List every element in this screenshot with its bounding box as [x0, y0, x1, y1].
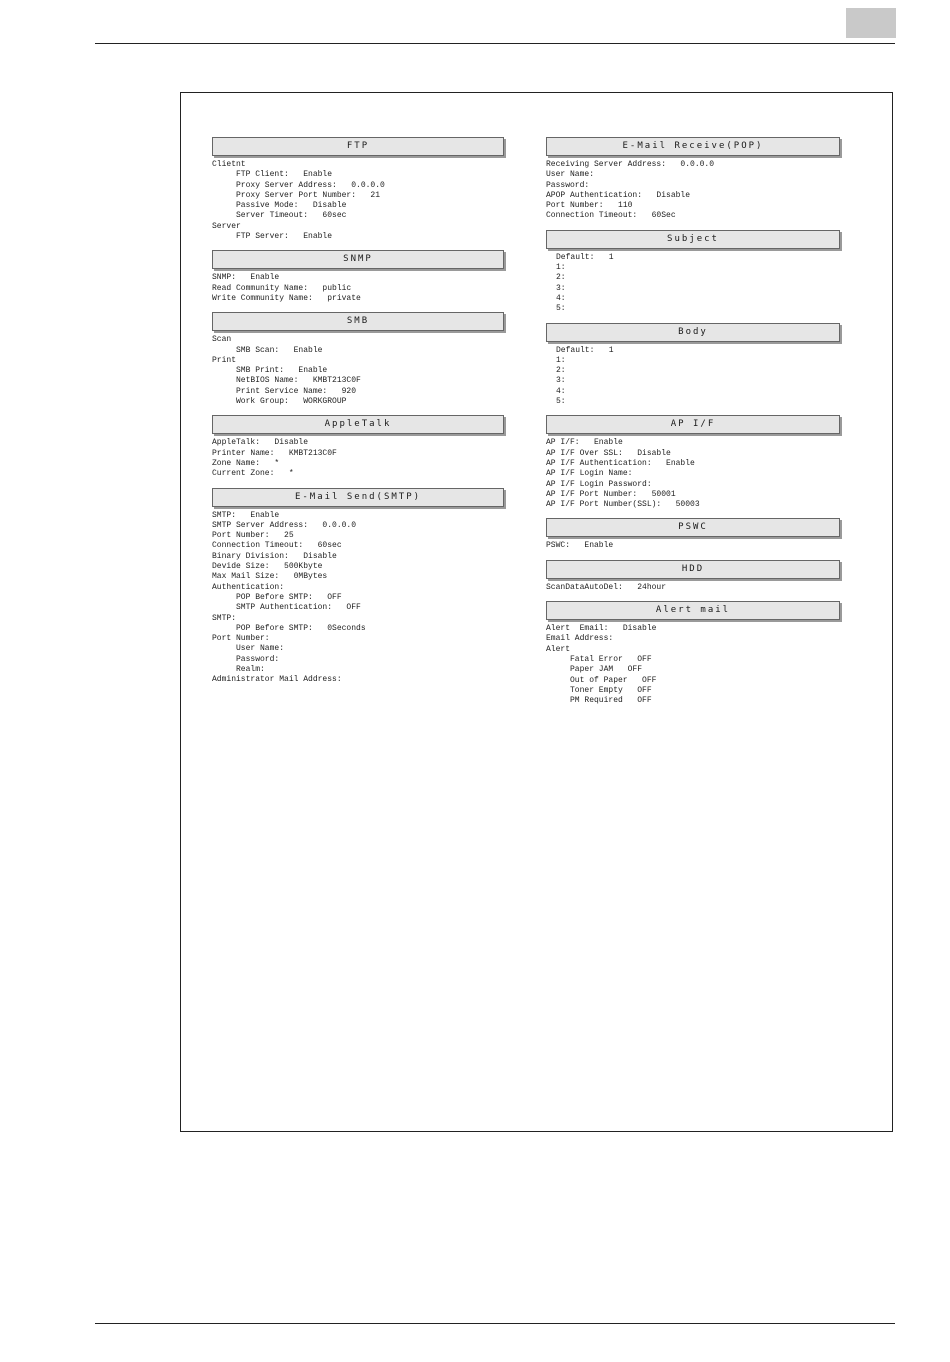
left-column	[212, 137, 504, 694]
setting-line: SMTP:	[212, 613, 237, 623]
section-ftp	[212, 137, 504, 242]
setting-line: Out of Paper OFF	[570, 675, 657, 685]
setting-line: Proxy Server Port Number: 21	[236, 190, 381, 200]
setting-line: AP I/F Over SSL: Disable	[546, 448, 671, 458]
setting-line: AP I/F: Enable	[546, 438, 623, 448]
section-smb	[212, 312, 504, 407]
setting-line: SMB Print: Enable	[236, 366, 328, 376]
setting-line: SMB Scan: Enable	[236, 345, 323, 355]
setting-line: Work Group: WORKGROUP	[236, 397, 347, 407]
setting-line: Passive Mode: Disable	[236, 201, 347, 211]
setting-line: Max Mail Size: 0MBytes	[212, 572, 328, 582]
section-subject	[546, 230, 840, 315]
setting-line: Password:	[236, 654, 280, 664]
section-title: AP I/F	[546, 415, 840, 434]
setting-line: ScanDataAutoDel: 24hour	[546, 582, 667, 592]
setting-line: Email Address:	[546, 634, 614, 644]
setting-line: Authentication:	[212, 582, 285, 592]
section-e-mail-receive-pop	[546, 137, 840, 222]
setting-line: PM Required OFF	[570, 696, 652, 706]
setting-line: Administrator Mail Address:	[212, 675, 342, 685]
setting-line: Server Timeout: 60sec	[236, 211, 347, 221]
setting-line: PSWC: Enable	[546, 541, 614, 551]
setting-line: User Name:	[236, 644, 285, 654]
setting-line: Current Zone: *	[212, 469, 294, 479]
setting-line: APOP Authentication: Disable	[546, 190, 691, 200]
setting-line: Connection Timeout: 60sec	[212, 541, 342, 551]
footer-rule	[95, 1323, 895, 1324]
setting-line: Print	[212, 355, 237, 365]
setting-line: SMTP Authentication: OFF	[236, 603, 361, 613]
setting-line: AP I/F Authentication: Enable	[546, 458, 695, 468]
setting-line: POP Before SMTP: OFF	[236, 592, 342, 602]
setting-line: Port Number: 110	[546, 201, 633, 211]
section-title: E-Mail Send(SMTP)	[212, 488, 504, 507]
setting-line: 4:	[556, 386, 566, 396]
setting-line: 1:	[556, 263, 566, 273]
setting-line: Printer Name: KMBT213C0F	[212, 448, 337, 458]
setting-line: Port Number:	[212, 634, 270, 644]
setting-line: 2:	[556, 273, 566, 283]
section-title: SMB	[212, 312, 504, 331]
setting-line: Server	[212, 221, 241, 231]
section-alert-mail	[546, 601, 840, 706]
section-appletalk	[212, 415, 504, 479]
setting-line: AP I/F Port Number(SSL): 50003	[546, 500, 700, 510]
setting-line: 4:	[556, 293, 566, 303]
setting-line: Clietnt	[212, 160, 246, 169]
section-title: PSWC	[546, 518, 840, 537]
setting-line: Connection Timeout: 60Sec	[546, 211, 676, 221]
setting-line: Password:	[546, 180, 590, 190]
setting-line: AP I/F Login Name:	[546, 469, 633, 479]
setting-line: POP Before SMTP: 0Seconds	[236, 623, 366, 633]
setting-line: Read Community Name: public	[212, 283, 352, 293]
setting-line: User Name:	[546, 170, 595, 180]
setting-line: 3:	[556, 376, 566, 386]
setting-line: NetBIOS Name: KMBT213C0F	[236, 376, 361, 386]
section-hdd	[546, 560, 840, 593]
setting-line: FTP Server: Enable	[236, 232, 333, 242]
section-title: SNMP	[212, 250, 504, 269]
setting-line: 2:	[556, 366, 566, 376]
setting-line: FTP Client: Enable	[236, 170, 333, 180]
setting-line: 5:	[556, 397, 566, 407]
right-column	[546, 137, 840, 714]
setting-line: SMTP Server Address: 0.0.0.0	[212, 520, 357, 530]
setting-line: AP I/F Port Number: 50001	[546, 489, 676, 499]
setting-line: Binary Division: Disable	[212, 551, 337, 561]
setting-line: Devide Size: 500Kbyte	[212, 562, 323, 572]
section-title: E-Mail Receive(POP)	[546, 137, 840, 156]
setting-line: Print Service Name: 920	[236, 386, 357, 396]
setting-line: SMTP: Enable	[212, 510, 280, 520]
section-snmp	[212, 250, 504, 304]
chapter-tab-box	[846, 8, 896, 38]
setting-line: 3:	[556, 283, 566, 293]
setting-line: Fatal Error OFF	[570, 654, 652, 664]
setting-line: Proxy Server Address: 0.0.0.0	[236, 180, 385, 190]
setting-line: Alert Email: Disable	[546, 624, 657, 634]
setting-line: 5:	[556, 304, 566, 314]
setting-line: SNMP: Enable	[212, 273, 280, 283]
section-pswc	[546, 518, 840, 551]
setting-line: AppleTalk: Disable	[212, 438, 309, 448]
setting-line: Receiving Server Address: 0.0.0.0	[546, 160, 715, 169]
setting-line: Zone Name: *	[212, 458, 280, 468]
setting-line: Port Number: 25	[212, 531, 294, 541]
setting-line: AP I/F Login Password:	[546, 479, 652, 489]
section-title: Body	[546, 323, 840, 342]
setting-line: Toner Empty OFF	[570, 685, 652, 695]
section-title: Alert mail	[546, 601, 840, 620]
setting-line: Scan	[212, 335, 232, 345]
section-ap-i-f	[546, 415, 840, 510]
setting-line: 1:	[556, 355, 566, 365]
setting-line: Realm:	[236, 664, 265, 674]
setting-line: Paper JAM OFF	[570, 665, 643, 675]
header-rule	[95, 43, 895, 44]
section-title: Subject	[546, 230, 840, 249]
setting-line: Default: 1	[556, 252, 614, 262]
section-title: HDD	[546, 560, 840, 579]
setting-line: Alert	[546, 644, 571, 654]
section-body	[546, 323, 840, 408]
section-title: AppleTalk	[212, 415, 504, 434]
setting-line: Write Community Name: private	[212, 293, 361, 303]
section-title: FTP	[212, 137, 504, 156]
section-e-mail-send-smtp	[212, 488, 504, 686]
setting-line: Default: 1	[556, 345, 614, 355]
